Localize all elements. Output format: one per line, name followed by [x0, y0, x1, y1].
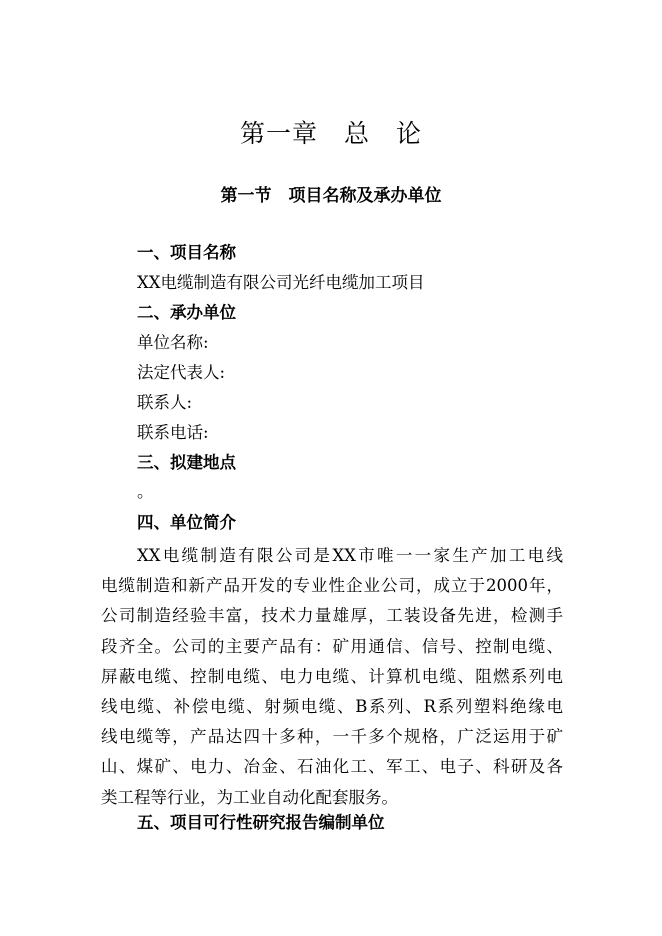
- paragraph-line: 电缆制造和新产品开发的专业性企业公司，成立于2000年，: [101, 576, 563, 596]
- paragraph-line: XX电缆制造有限公司是XX市唯一一家生产加工电线: [137, 546, 563, 565]
- unit-name-label: 单位名称:: [137, 333, 209, 352]
- unit-introduction-paragraph: [101, 541, 563, 813]
- paragraph-line: 类工程等行业，为工业自动化配套服务。: [101, 787, 398, 807]
- paragraph-line: 山、煤矿、电力、冶金、石油化工、军工、电子、科研及各: [101, 757, 563, 777]
- project-name-text: XX电缆制造有限公司光纤电缆加工项目: [137, 273, 425, 292]
- paragraph-line: 线电缆、补偿电缆、射频电缆、B系列、R系列塑料绝缘电: [101, 696, 563, 716]
- paragraph-line: 公司制造经验丰富，技术力量雄厚，工装设备先进，检测手: [101, 606, 563, 626]
- heading-sponsor-unit: 二、承办单位: [137, 303, 236, 322]
- heading-project-name: 一、项目名称: [137, 243, 236, 262]
- paragraph-line: 线电缆等，产品达四十多种，一千多个规格，广泛运用于矿: [101, 727, 563, 747]
- heading-unit-introduction: 四、单位简介: [137, 513, 236, 532]
- contact-phone-label: 联系电话:: [137, 423, 209, 442]
- section-title: 第一节 项目名称及承办单位: [220, 186, 442, 206]
- heading-report-preparer: 五、项目可行性研究报告编制单位: [137, 813, 385, 832]
- heading-proposed-site: 三、拟建地点: [137, 453, 236, 472]
- paragraph-line: 屏蔽电缆、控制电缆、电力电缆、计算机电缆、阻燃系列电: [101, 666, 563, 686]
- chapter-title: 第一章 总 论: [239, 119, 422, 148]
- contact-person-label: 联系人:: [137, 393, 193, 412]
- paragraph-line: 段齐全。公司的主要产品有：矿用通信、信号、控制电缆、: [101, 636, 563, 656]
- legal-representative-label: 法定代表人:: [137, 363, 226, 382]
- proposed-site-value: 。: [137, 482, 154, 501]
